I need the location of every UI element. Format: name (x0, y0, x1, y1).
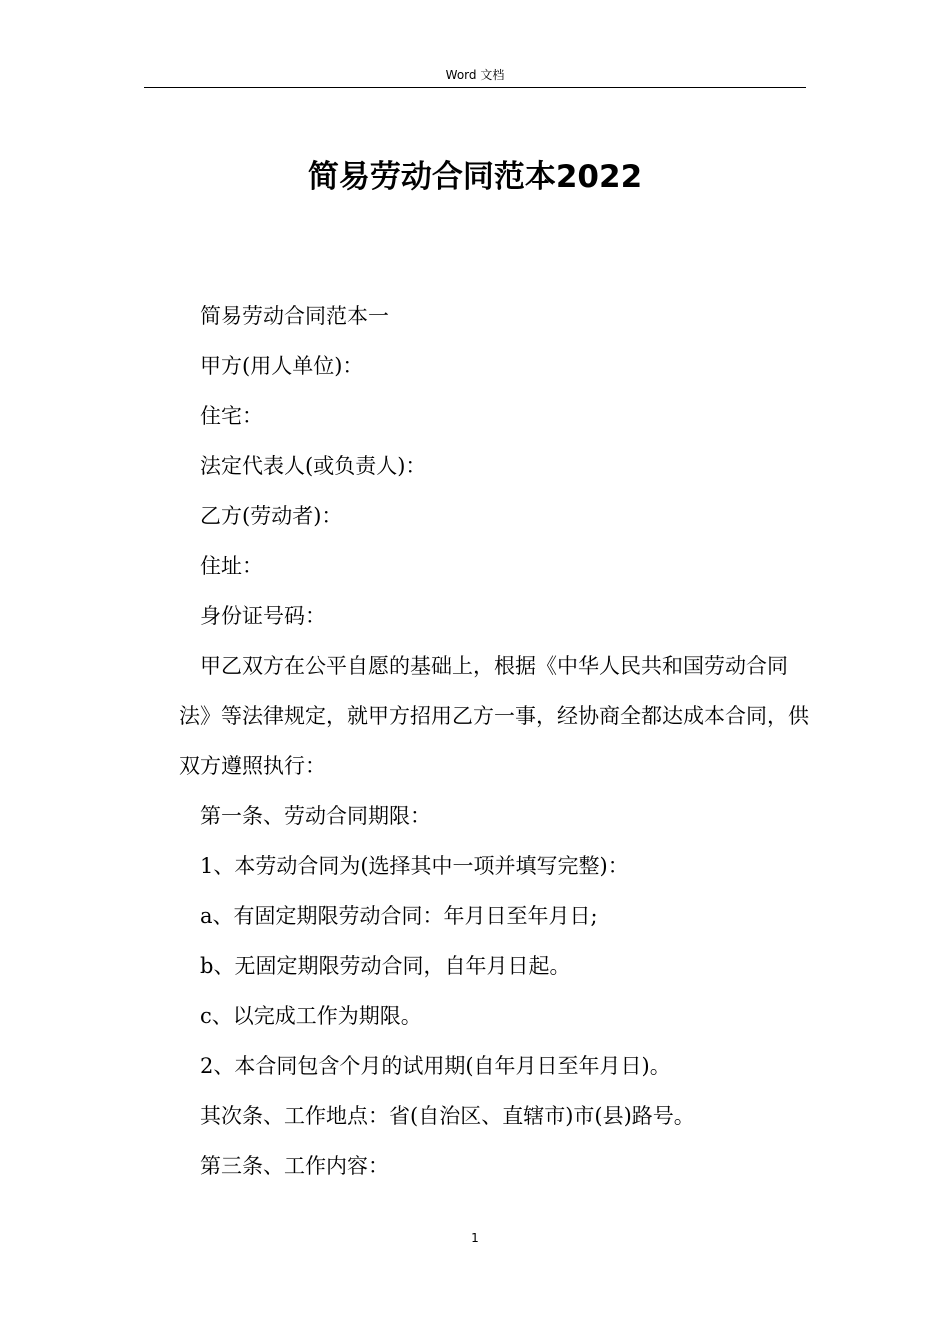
paragraph: 住宅： (200, 404, 263, 428)
paragraph: 第三条、工作内容： (200, 1154, 389, 1178)
page-header: Word 文档 (445, 68, 505, 82)
header-divider (144, 87, 806, 88)
paragraph: 乙方(劳动者)： (200, 504, 343, 528)
page-number: 1 (471, 1231, 479, 1245)
paragraph: 简易劳动合同范本一 (200, 304, 389, 328)
paragraph: 第一条、劳动合同期限： (200, 804, 431, 828)
paragraph: c、以完成工作为期限。 (200, 1004, 422, 1028)
paragraph: 住址： (200, 554, 263, 578)
paragraph: 甲乙双方在公平自愿的基础上，根据《中华人民共和国劳动合同法》等法律规定，就甲方招用乙方一事，经协商全都达成本合同，供双方遵照执行： (179, 654, 809, 778)
paragraph: 其次条、工作地点：省(自治区、直辖市)市(县)路号。 (200, 1104, 695, 1128)
document-body (179, 291, 809, 1191)
paragraph: a、有固定期限劳动合同：年月日至年月日; (200, 904, 598, 928)
paragraph: 甲方(用人单位)： (200, 354, 364, 378)
document-title: 简易劳动合同范本2022 (307, 159, 643, 195)
paragraph: b、无固定期限劳动合同，自年月日起。 (200, 954, 571, 978)
paragraph: 法定代表人(或负责人)： (200, 454, 427, 478)
paragraph: 身份证号码： (200, 604, 326, 628)
paragraph: 2、本合同包含个月的试用期(自年月日至年月日)。 (200, 1054, 671, 1078)
paragraph: 1、本劳动合同为(选择其中一项并填写完整)： (200, 854, 629, 878)
